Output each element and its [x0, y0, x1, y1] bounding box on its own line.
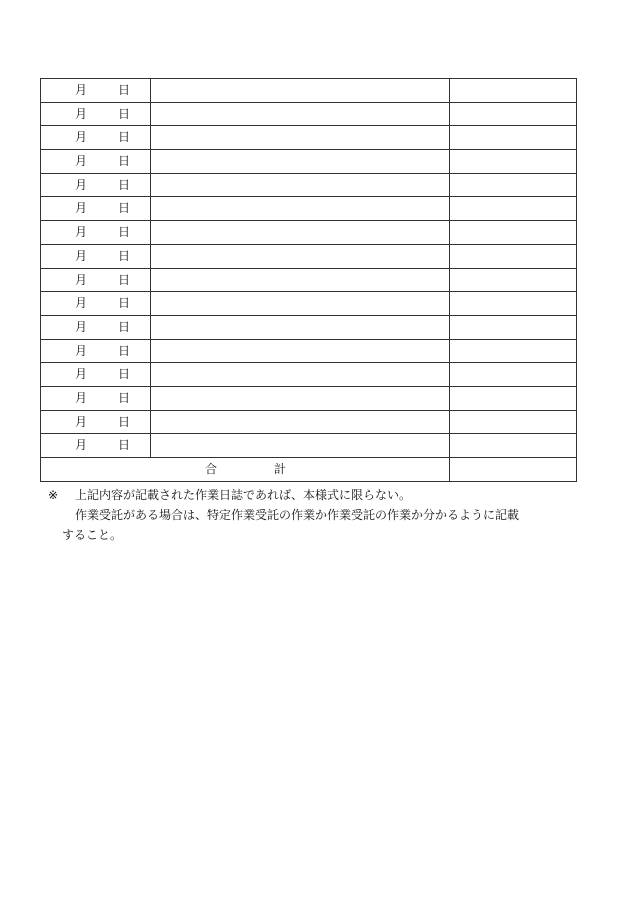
work-time-cell: [449, 244, 576, 268]
work-content-cell: [151, 173, 450, 197]
day-label: 日: [118, 296, 131, 311]
total-row: [41, 458, 577, 482]
work-time-cell: [449, 197, 576, 221]
day-label: 日: [118, 272, 131, 287]
day-label: 日: [118, 438, 131, 453]
table-row: [41, 244, 577, 268]
table-row: [41, 79, 577, 103]
day-label: 日: [118, 390, 131, 405]
work-time-cell: [449, 315, 576, 339]
table-row: [41, 410, 577, 434]
table-row: [41, 197, 577, 221]
work-log-sheet: [40, 78, 577, 482]
work-log-body: [41, 79, 577, 482]
date-cell: [41, 102, 151, 126]
notes-section: [48, 485, 593, 545]
day-label: 日: [118, 154, 131, 169]
work-time-cell: [449, 173, 576, 197]
table-row: [41, 221, 577, 245]
total-label-part2: 計: [274, 462, 287, 476]
day-label: 日: [118, 414, 131, 429]
table-row: [41, 173, 577, 197]
date-cell: [41, 363, 151, 387]
date-cell: [41, 434, 151, 458]
note-line-1: [48, 485, 593, 505]
month-label: 月: [75, 225, 88, 240]
note-text: 作業受託がある場合は、特定作業受託の作業か作業受託の作業か分かるように記載: [75, 508, 520, 522]
date-cell: [41, 386, 151, 410]
month-label: 月: [75, 248, 88, 263]
work-content-cell: [151, 244, 450, 268]
work-log-table: [40, 78, 577, 482]
day-label: 日: [118, 367, 131, 382]
work-content-cell: [151, 79, 450, 103]
work-content-cell: [151, 126, 450, 150]
month-label: 月: [75, 83, 88, 97]
work-content-cell: [151, 339, 450, 363]
note-text: 上記内容が記載された作業日誌であれば、本様式に限らない。: [75, 488, 412, 502]
day-label: 日: [118, 319, 131, 334]
total-value-cell: [449, 458, 576, 482]
table-row: [41, 292, 577, 316]
work-content-cell: [151, 315, 450, 339]
month-label: 月: [75, 296, 88, 311]
month-label: 月: [75, 343, 88, 358]
work-content-cell: [151, 386, 450, 410]
work-time-cell: [449, 386, 576, 410]
day-label: 日: [118, 201, 131, 216]
date-cell: [41, 197, 151, 221]
work-time-cell: [449, 268, 576, 292]
month-label: 月: [75, 319, 88, 334]
month-label: 月: [75, 272, 88, 287]
date-cell: [41, 221, 151, 245]
work-time-cell: [449, 79, 576, 103]
month-label: 月: [75, 130, 88, 145]
date-cell: [41, 79, 151, 103]
total-label-part1: 合: [205, 462, 218, 476]
date-cell: [41, 244, 151, 268]
table-row: [41, 102, 577, 126]
month-label: 月: [75, 106, 88, 121]
work-content-cell: [151, 102, 450, 126]
work-time-cell: [449, 150, 576, 174]
month-label: 月: [75, 154, 88, 169]
table-row: [41, 268, 577, 292]
work-time-cell: [449, 339, 576, 363]
table-row: [41, 339, 577, 363]
work-content-cell: [151, 410, 450, 434]
table-row: [41, 363, 577, 387]
date-cell: [41, 410, 151, 434]
day-label: 日: [118, 106, 131, 121]
note-text: すること。: [62, 528, 123, 542]
day-label: 日: [118, 248, 131, 263]
day-label: 日: [118, 225, 131, 240]
table-row: [41, 150, 577, 174]
table-row: [41, 126, 577, 150]
table-row: [41, 386, 577, 410]
day-label: 日: [118, 177, 131, 192]
work-time-cell: [449, 126, 576, 150]
total-label-cell: [41, 458, 450, 482]
work-content-cell: [151, 150, 450, 174]
work-content-cell: [151, 363, 450, 387]
date-cell: [41, 315, 151, 339]
day-label: 日: [118, 83, 131, 97]
table-row: [41, 315, 577, 339]
work-time-cell: [449, 363, 576, 387]
work-time-cell: [449, 292, 576, 316]
date-cell: [41, 150, 151, 174]
table-row: [41, 434, 577, 458]
work-content-cell: [151, 221, 450, 245]
work-time-cell: [449, 221, 576, 245]
day-label: 日: [118, 130, 131, 145]
date-cell: [41, 173, 151, 197]
note-line-2: [48, 505, 593, 525]
work-content-cell: [151, 197, 450, 221]
work-content-cell: [151, 292, 450, 316]
date-cell: [41, 268, 151, 292]
date-cell: [41, 292, 151, 316]
month-label: 月: [75, 390, 88, 405]
work-content-cell: [151, 268, 450, 292]
work-time-cell: [449, 410, 576, 434]
work-content-cell: [151, 434, 450, 458]
month-label: 月: [75, 414, 88, 429]
month-label: 月: [75, 201, 88, 216]
date-cell: [41, 339, 151, 363]
month-label: 月: [75, 438, 88, 453]
month-label: 月: [75, 177, 88, 192]
note-line-3: [48, 525, 593, 545]
date-cell: [41, 126, 151, 150]
month-label: 月: [75, 367, 88, 382]
work-time-cell: [449, 434, 576, 458]
work-time-cell: [449, 102, 576, 126]
day-label: 日: [118, 343, 131, 358]
note-mark: ※: [48, 488, 59, 502]
